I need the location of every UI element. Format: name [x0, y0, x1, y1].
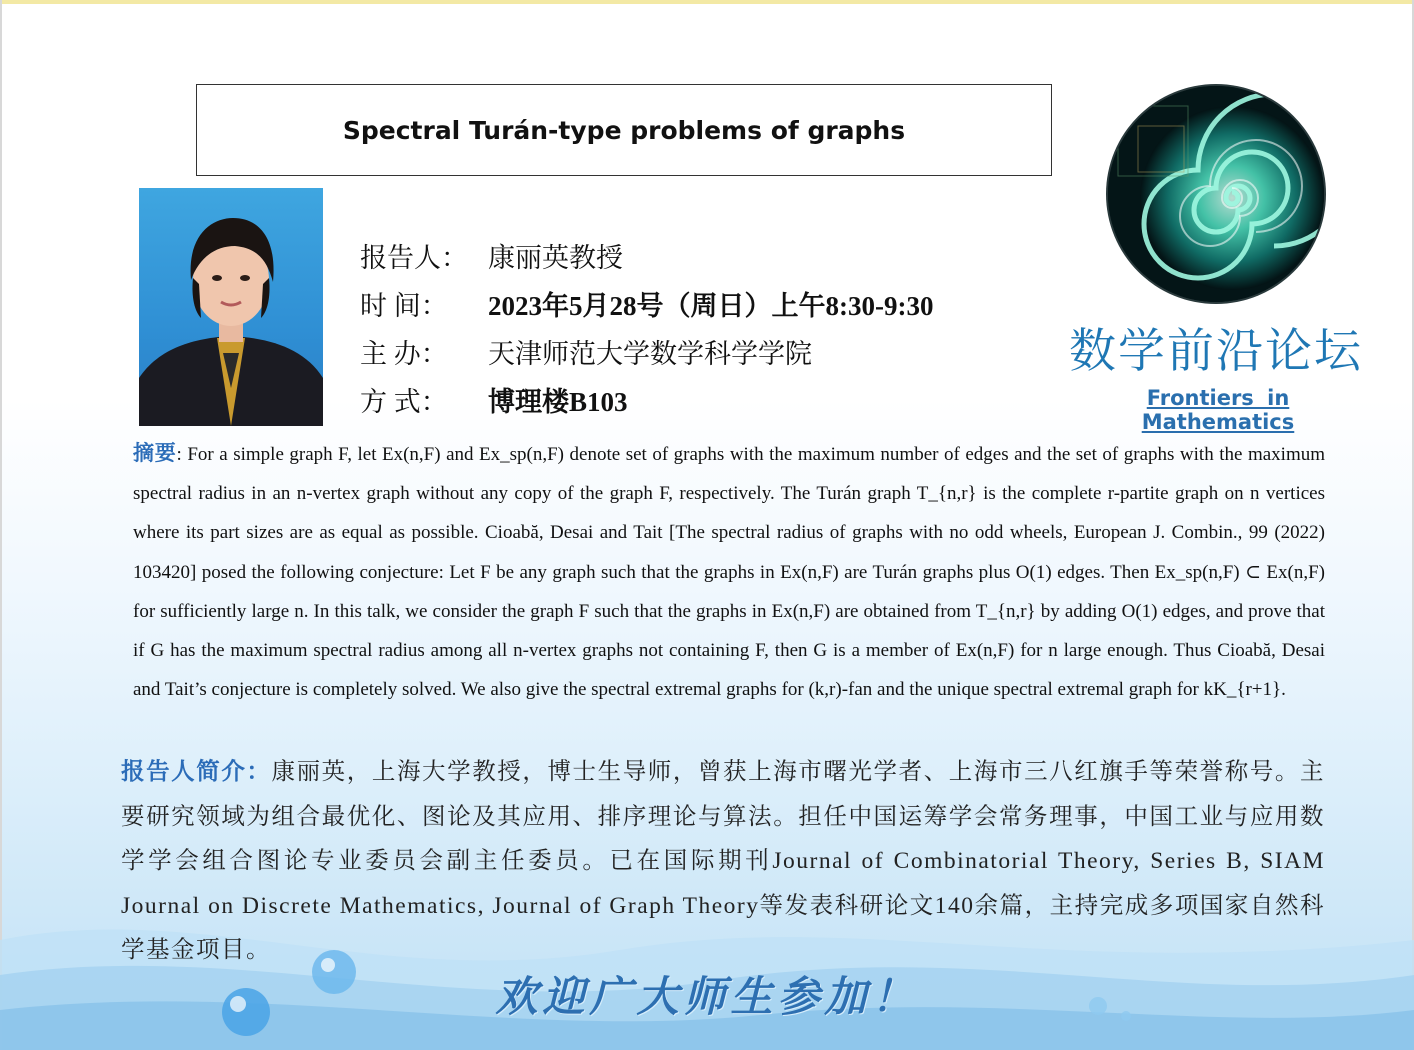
title-box [196, 84, 1052, 176]
spiral-logo-icon [1108, 86, 1324, 302]
bio-text: 康丽英，上海大学教授，博士生导师，曾获上海市曙光学者、上海市三八红旗手等荣誉称号。主要研究领域为组合最优化、图论及其应用、排序理论与算法。担任中国运筹学会常务理事，中国工业与应用数学学会组合图论专业委员会副主任委员。已在国际期刊Journal of Combinatorial Theory, Series B, SIAM Journal on Discrete Mathematics, Journal of Graph Theory等发表科研论文140余篇，主持完成多项国家自然科学基金项目。 [121, 759, 1326, 963]
speaker-photo [139, 188, 323, 426]
time-value: 2023年5月28号（周日）上午8:30-9:30 [488, 291, 934, 321]
time-label: 时 间： [360, 291, 448, 321]
speaker-bio [121, 750, 1325, 973]
welcome-banner: 欢迎广大师生参加！ [495, 972, 919, 1021]
abstract-text: : For a simple graph F, let Ex(n,F) and Ex_sp(n,F) denote set of graphs with the maximum number of edges and the set of graphs with the maximum spectral radius in an n-vertex graph without any copy of the graph F, respectively. The Turán graph T_{n,r} is the complete r-partite graph on n vertices where its part sizes are as equal as possible. Cioabă, Desai and Tait [The spectral radius of graphs with no odd wheels, European J. Combin., 99 (2022) 103420] posed the following conjecture: Let F be any graph such that the graphs in Ex(n,F) are Turán graphs plus O(1) edges. Then Ex_sp(n,F) ⊂ Ex(n,F) for sufficiently large n. In this talk, we consider the graph F such that the graphs in Ex(n,F) are obtained from T_{n,r} by adding O(1) edges, and prove that if G has the maximum spectral radius among all n-vertex graphs not containing F, then G is a member of Ex(n,F) for n large enough. Thus Cioabă, Desai and Tait’s conjecture is completely solved. We also give the spectral extremal graphs for (k,r)-fan and the unique spectral extremal graph for kK_{r+1}. [133, 444, 1326, 701]
forum-name-en: Frontiers in Mathematics [1141, 386, 1295, 434]
talk-title: Spectral Turán-type problems of graphs [342, 115, 906, 145]
abstract [133, 434, 1325, 709]
host-label: 主 办： [360, 339, 448, 369]
mode-value: 博理楼B103 [488, 387, 628, 417]
top-accent-line [0, 0, 1414, 4]
abstract-heading: 摘要 [133, 441, 177, 465]
bio-heading: 报告人简介： [121, 759, 272, 785]
forum-name-cn: 数学前沿论坛 [1069, 324, 1363, 379]
speaker-value: 康丽英教授 [488, 243, 623, 273]
speaker-label: 报告人： [360, 243, 468, 273]
mode-label: 方 式： [360, 387, 448, 417]
host-value: 天津师范大学数学科学学院 [488, 339, 812, 369]
